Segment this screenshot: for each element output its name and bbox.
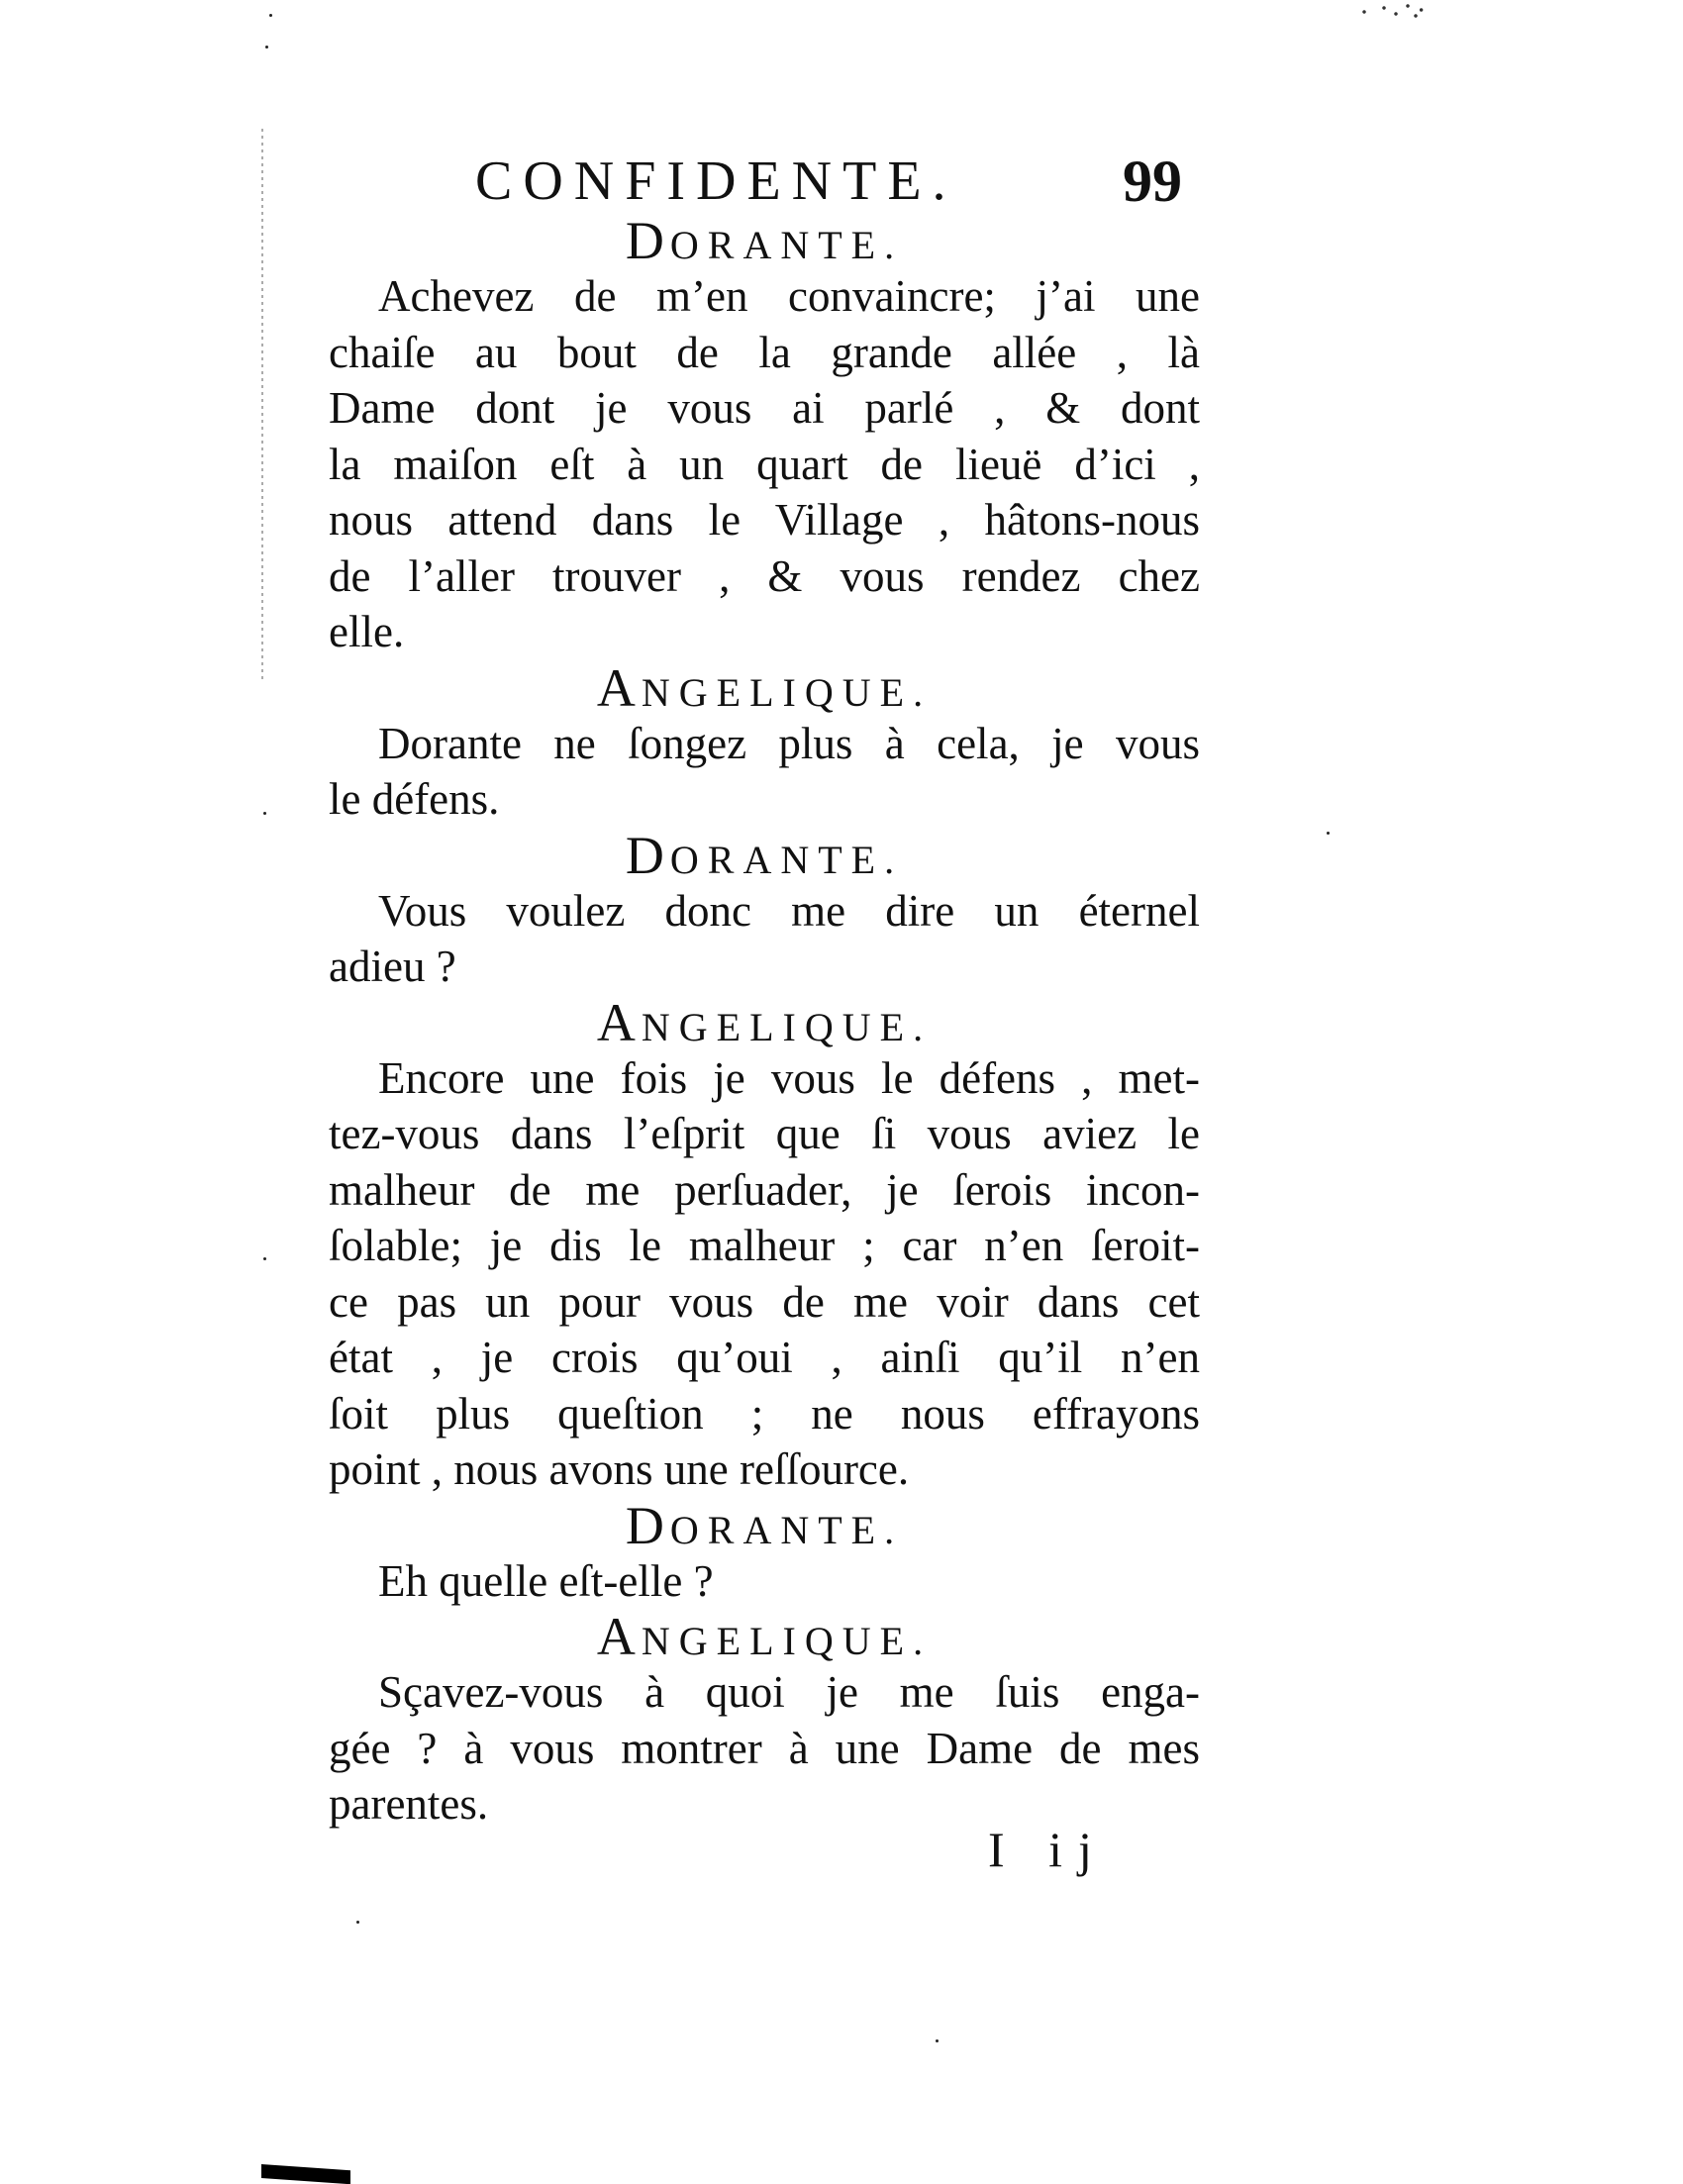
text-line: ce pas un pour vous de me voir dans cet	[329, 1276, 1200, 1327]
text-line: Vous voulez donc me dire un éternel	[378, 885, 1200, 936]
text-line: gée ? à vous montrer à une Dame de mes	[329, 1723, 1200, 1773]
text-line: de l’aller trouver , & vous rendez chez	[329, 550, 1200, 601]
speaker-initial: A	[596, 657, 642, 718]
speaker-initial: D	[625, 211, 670, 270]
text-line: tez-vous dans l’eſprit que ſi vous aviez le	[329, 1109, 1200, 1158]
text-line: Dame dont je vous ai parlé , & dont	[329, 383, 1200, 433]
scan-speck	[269, 14, 272, 17]
speaker-name-rest: ORANTE.	[669, 223, 904, 267]
scan-speck	[263, 1257, 266, 1260]
text-line: Eh quelle eſt-elle ?	[378, 1555, 714, 1606]
text-line: parentes.	[329, 1779, 489, 1829]
speaker-heading	[329, 1609, 1200, 1664]
text-line: ſoit plus queſtion ; ne nous effrayons	[329, 1388, 1200, 1439]
text-line: adieu ?	[329, 942, 456, 991]
scan-corner-noise	[1348, 0, 1428, 40]
running-head	[475, 147, 1228, 216]
play-text	[329, 213, 1200, 1833]
text-line: Encore une fois je vous le défens , met-	[378, 1052, 1200, 1103]
speaker-initial: A	[596, 1607, 642, 1666]
scan-speck	[1327, 832, 1330, 835]
speaker-heading	[329, 992, 1200, 1052]
scan-speck	[263, 812, 266, 815]
text-line: Achevez de m’en convaincre; j’ai une	[378, 271, 1200, 321]
page-number: 99	[1123, 149, 1182, 214]
speaker-heading	[329, 825, 1200, 885]
speaker-name-rest: ORANTE.	[669, 837, 904, 882]
speaker-heading	[329, 657, 1200, 718]
speaker-name-rest: NGELIQUE.	[641, 1004, 933, 1049]
speaker-initial: D	[625, 1495, 670, 1555]
speaker-name-rest: NGELIQUE.	[641, 669, 933, 715]
speaker-initial: D	[625, 825, 670, 885]
text-line: Dorante ne ſongez plus à cela, je vous	[378, 718, 1200, 768]
text-line: la maiſon eſt à un quart de lieuë d’ici ,	[329, 439, 1200, 489]
text-line: ſolable; je dis le malheur ; car n’en ſeroit-	[329, 1221, 1200, 1270]
text-line: Sçavez-vous à quoi je me ſuis enga-	[378, 1667, 1200, 1717]
text-line: le défens.	[329, 774, 500, 824]
text-line: point , nous avons une reſſource.	[329, 1444, 910, 1494]
speaker-heading	[329, 1495, 1200, 1555]
text-line: malheur de me perſuader, je ſerois incon-	[329, 1164, 1200, 1215]
signature-mark: I ij	[988, 1822, 1108, 1877]
text-line: état , je crois qu’oui , ainſi qu’il n’en	[329, 1333, 1200, 1382]
speaker-heading	[329, 213, 1200, 268]
speaker-initial: A	[596, 992, 642, 1052]
running-title: CONFIDENTE.	[475, 150, 957, 212]
scan-speck	[356, 1921, 359, 1924]
speaker-name-rest: ORANTE.	[669, 1507, 904, 1552]
text-line: elle.	[329, 607, 405, 656]
scan-speck	[265, 46, 268, 49]
text-line: nous attend dans le Village , hâtons-nous	[329, 495, 1200, 545]
scan-margin-artifact	[261, 129, 263, 683]
text-line: chaiſe au bout de la grande allée , là	[329, 327, 1200, 377]
scan-edge-artifact	[261, 2164, 350, 2184]
scan-speck	[936, 2039, 939, 2042]
speaker-name-rest: NGELIQUE.	[641, 1619, 933, 1663]
